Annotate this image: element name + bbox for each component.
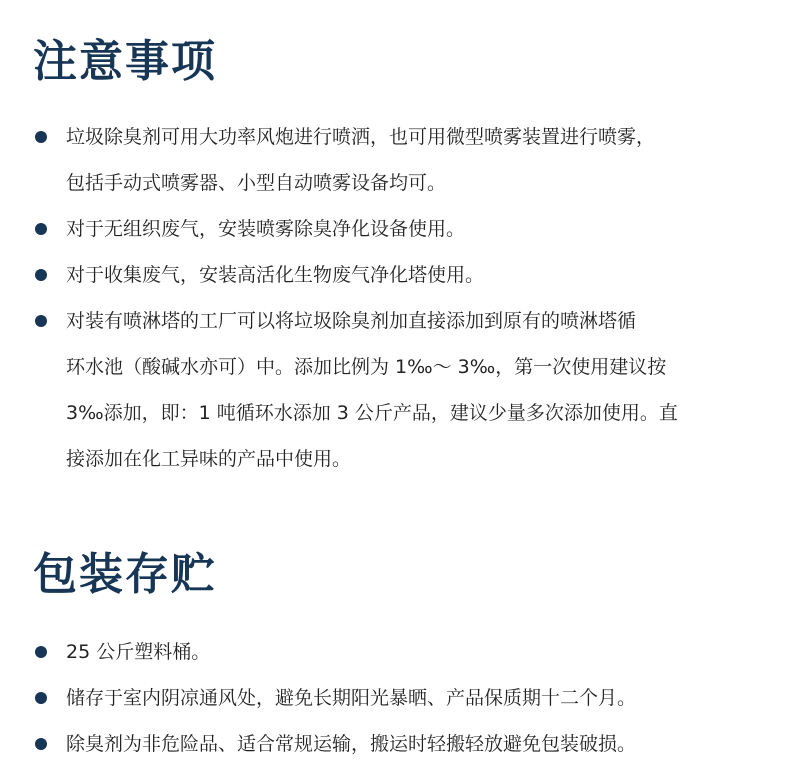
notes-section [0, 32, 800, 482]
list-item [0, 629, 800, 675]
list-item [0, 114, 800, 206]
bullet-dot-icon [35, 692, 47, 704]
item-line: 垃圾除臭剂可用大功率风炮进行喷洒，也可用微型喷雾装置进行喷雾， [66, 126, 656, 148]
item-line: 25 公斤塑料桶。 [66, 641, 211, 663]
list-item [0, 298, 800, 482]
bullet-dot-icon [35, 315, 47, 327]
storage-section [0, 545, 800, 767]
item-line: 3‰添加，即：1 吨循环水添加 3 公斤产品，建议少量多次添加使用。直 [66, 402, 678, 424]
item-line: 对于收集废气，安装高活化生物废气净化塔使用。 [66, 264, 485, 286]
bullet-dot-icon [35, 738, 47, 750]
item-line: 储存于室内阴凉通风处，避免长期阳光暴晒、产品保质期十二个月。 [66, 687, 637, 709]
bullet-dot-icon [35, 131, 47, 143]
notes-list [0, 114, 800, 482]
list-item [0, 675, 800, 721]
item-line: 接添加在化工异味的产品中使用。 [66, 448, 352, 470]
list-item [0, 252, 800, 298]
list-item [0, 206, 800, 252]
storage-list [0, 629, 800, 767]
bullet-dot-icon [35, 223, 47, 235]
item-line: 包括手动式喷雾器、小型自动喷雾设备均可。 [66, 172, 447, 194]
item-line: 环水池（酸碱水亦可）中。添加比例为 1‰～ 3‰，第一次使用建议按 [66, 356, 667, 378]
bullet-dot-icon [35, 646, 47, 658]
bullet-dot-icon [35, 269, 47, 281]
item-line: 除臭剂为非危险品、适合常规运输，搬运时轻搬轻放避免包装破损。 [66, 733, 637, 755]
item-line: 对于无组织废气，安装喷雾除臭净化设备使用。 [66, 218, 466, 240]
storage-title: 包装存贮 [33, 549, 217, 600]
item-line: 对装有喷淋塔的工厂可以将垃圾除臭剂加直接添加到原有的喷淋塔循 [66, 310, 637, 332]
notes-title: 注意事项 [33, 36, 217, 87]
list-item [0, 721, 800, 767]
